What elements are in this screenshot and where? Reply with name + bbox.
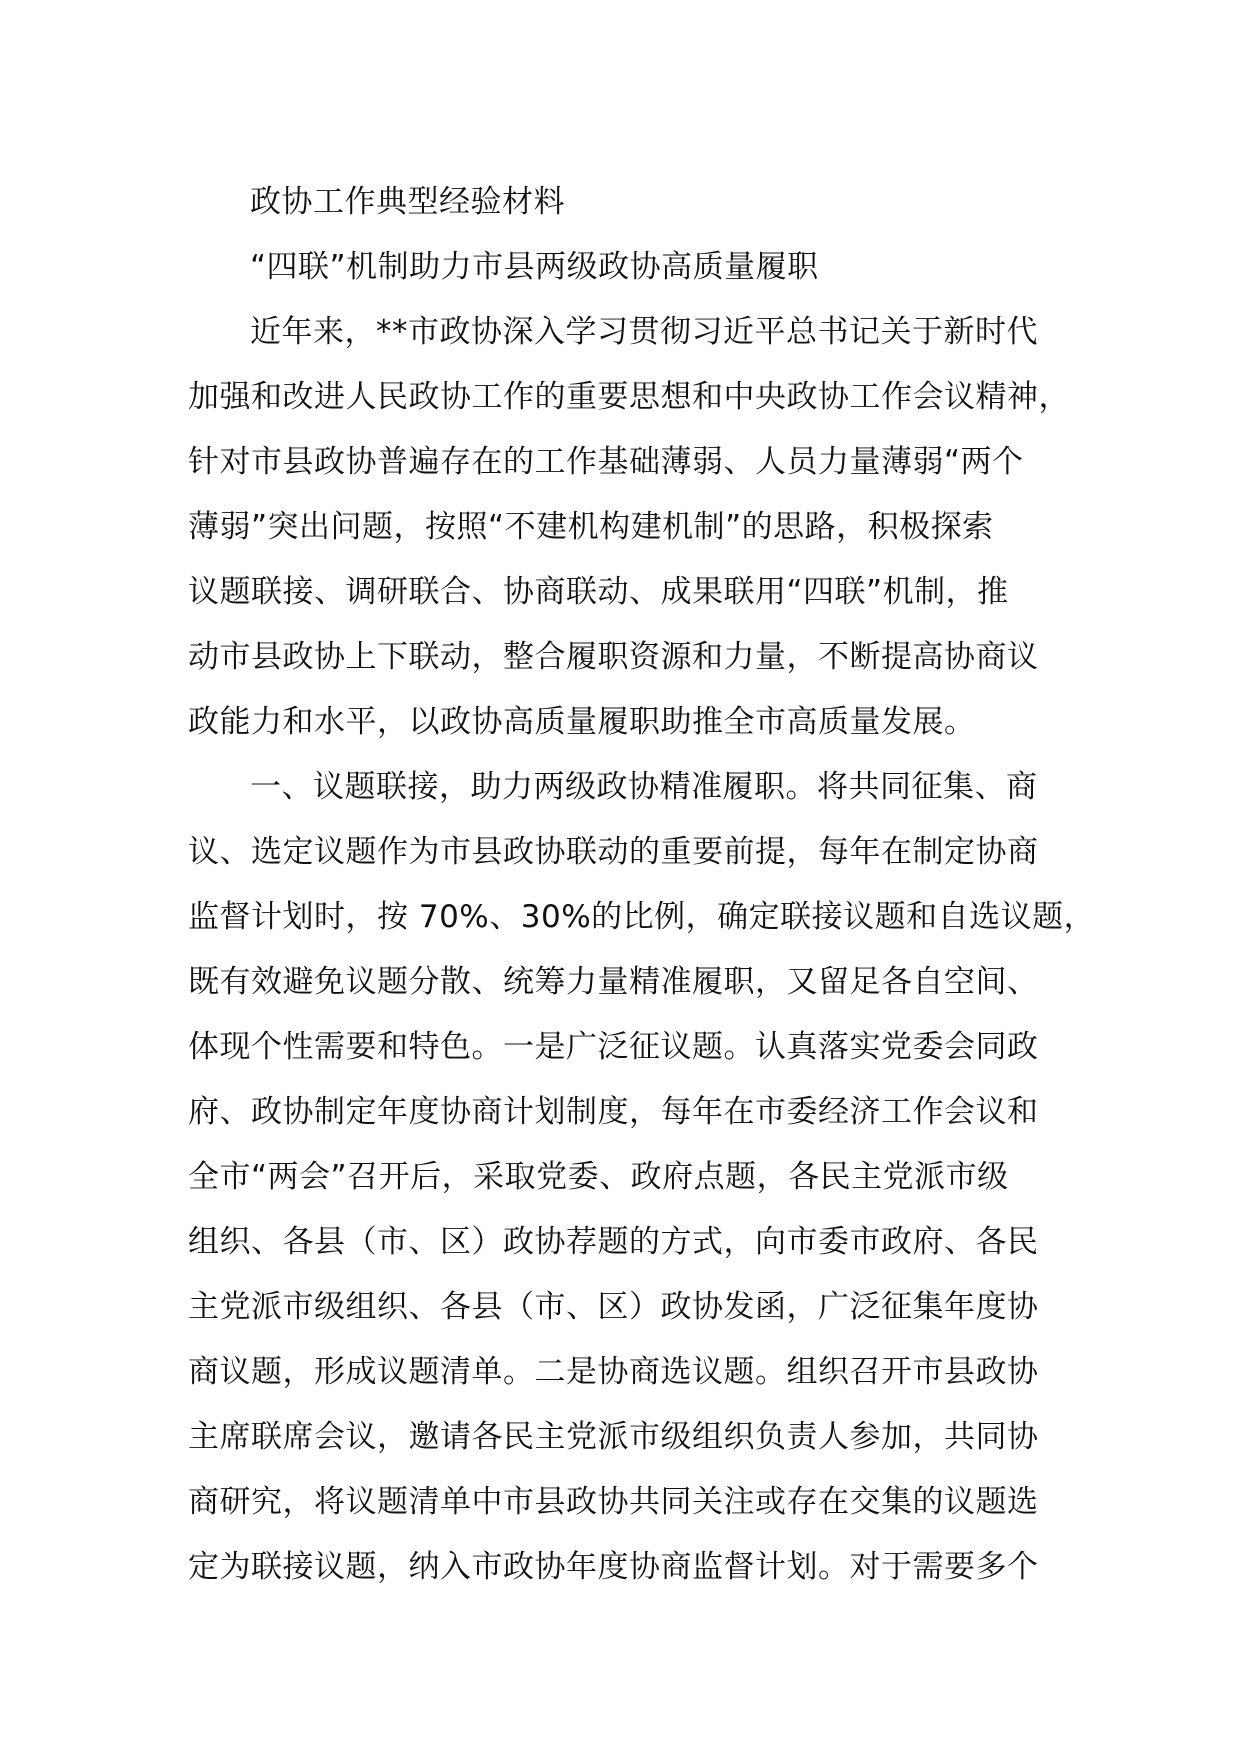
paragraph-line: 府、政协制定年度协商计划制度，每年在市委经济工作会议和: [188, 1094, 1039, 1130]
paragraph-line: 体现个性需要和特色。一是广泛征议题。认真落实党委会同政: [188, 1029, 1039, 1065]
paragraph-line: 一、议题联接，助力两级政协精准履职。将共同征集、商: [250, 769, 1038, 805]
paragraph: [188, 755, 1096, 1600]
paragraph-line: 商议题，形成议题清单。二是协商选议题。组织召开市县政协: [188, 1354, 1039, 1390]
document-body: [188, 170, 1096, 1600]
paragraph-line: 薄弱”突出问题，按照“不建机构建机制”的思路，积极探索: [188, 509, 994, 545]
paragraph-line: 商研究，将议题清单中市县政协共同关注或存在交集的议题选: [188, 1484, 1039, 1520]
paragraph-line: 动市县政协上下联动，整合履职资源和力量，不断提高协商议: [188, 639, 1039, 675]
document-subtitle: “四联”机制助力市县两级政协高质量履职: [250, 249, 819, 285]
paragraph-line: 议、选定议题作为市县政协联动的重要前提，每年在制定协商: [188, 834, 1039, 870]
paragraph-container: [188, 300, 1096, 1600]
paragraph-line: 近年来，**市政协深入学习贯彻习近平总书记关于新时代: [250, 314, 1038, 350]
paragraph-line: 监督计划时，按 70%、30%的比例，确定联接议题和自选议题，: [188, 899, 1096, 935]
paragraph-line: 定为联接议题，纳入市政协年度协商监督计划。对于需要多个: [188, 1549, 1039, 1585]
paragraph-line: 主党派市级组织、各县（市、区）政协发函，广泛征集年度协: [188, 1289, 1039, 1325]
paragraph-line: 政能力和水平，以政协高质量履职助推全市高质量发展。: [188, 704, 976, 740]
paragraph-line: 加强和改进人民政协工作的重要思想和中央政协工作会议精神，: [188, 379, 1070, 415]
paragraph: [188, 300, 1088, 755]
paragraph-line: 主席联席会议，邀请各民主党派市级组织负责人参加，共同协: [188, 1419, 1039, 1455]
paragraph-line: 既有效避免议题分散、统筹力量精准履职，又留足各自空间、: [188, 964, 1039, 1000]
paragraph-line: 议题联接、调研联合、协商联动、成果联用“四联”机制，推: [188, 574, 1009, 610]
paragraph-line: 全市“两会”召开后，采取党委、政府点题，各民主党派市级: [188, 1159, 1009, 1195]
paragraph-line: 组织、各县（市、区）政协荐题的方式，向市委市政府、各民: [188, 1224, 1039, 1260]
document-title: 政协工作典型经验材料: [250, 184, 565, 220]
paragraph-line: 针对市县政协普遍存在的工作基础薄弱、人员力量薄弱“两个: [188, 444, 1024, 480]
